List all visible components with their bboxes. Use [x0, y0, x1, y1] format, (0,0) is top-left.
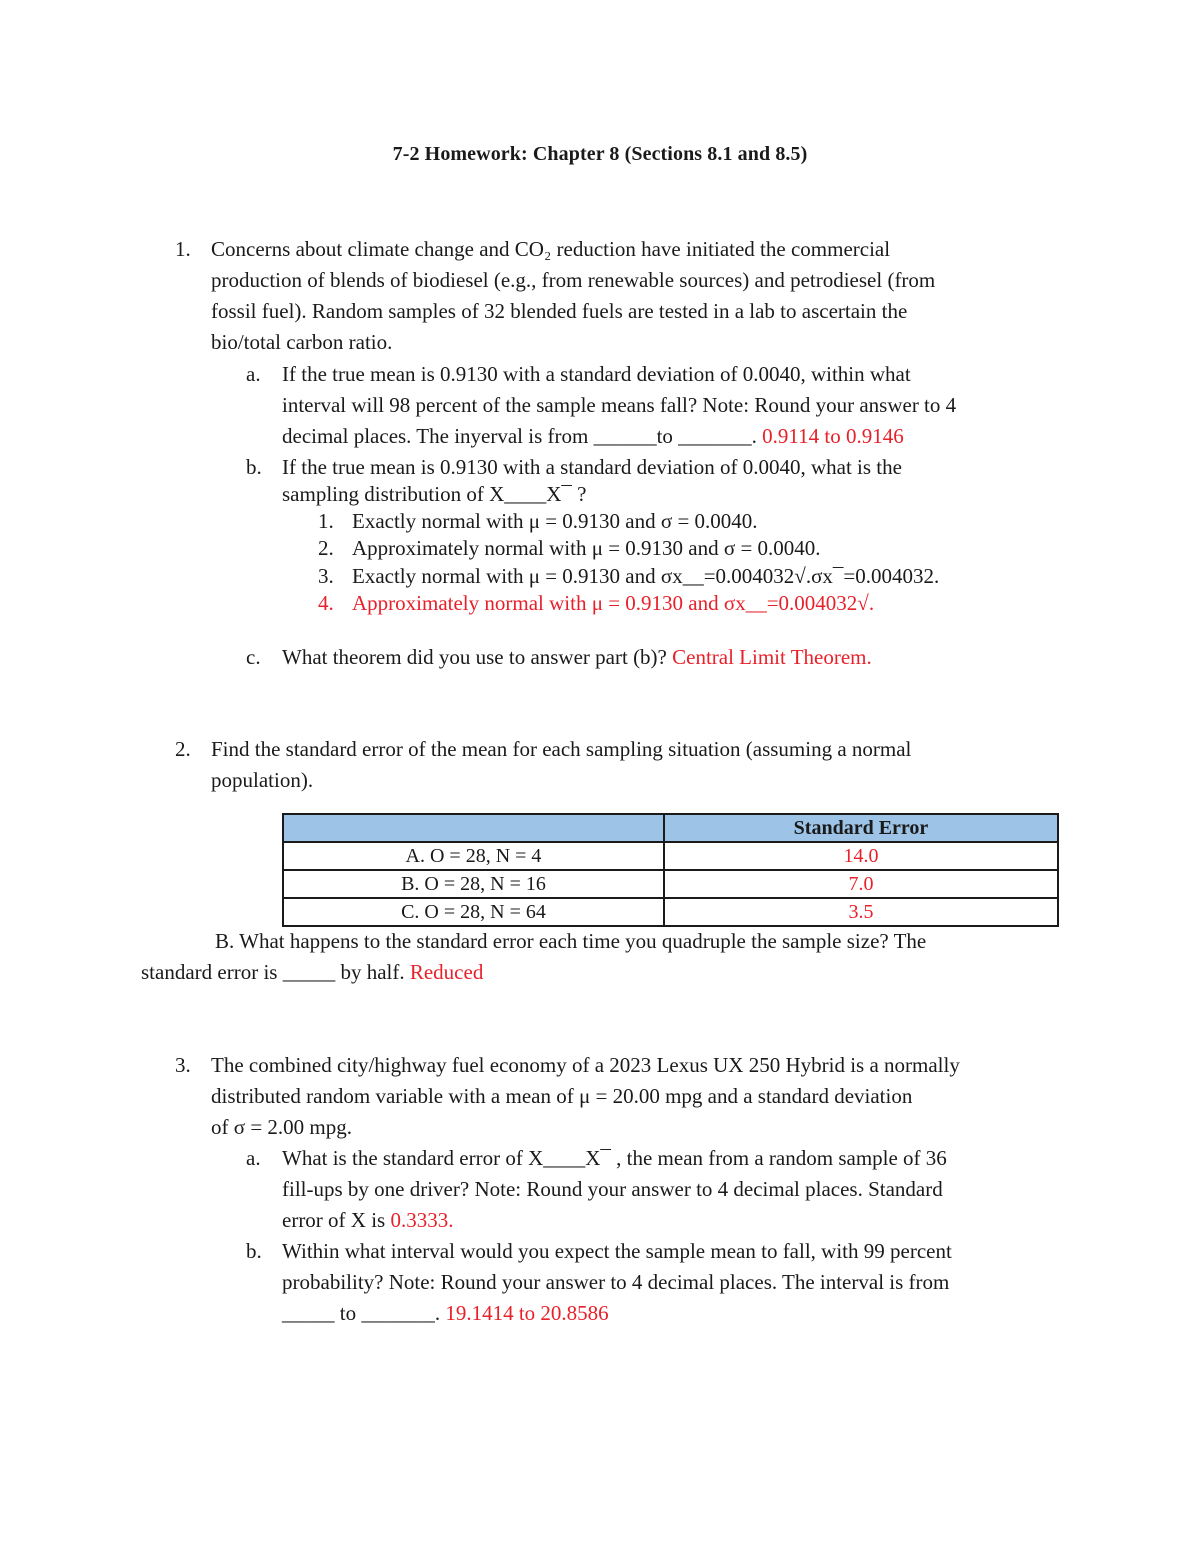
q2-followup-text: standard error is _____ by half.	[141, 960, 405, 984]
q1c-question: What theorem did you use to answer part (b)?	[282, 645, 667, 669]
q3-number: 3.	[175, 1053, 191, 1077]
q3b-text: _____ to _______.	[282, 1301, 441, 1325]
q3a-line: What is the standard error of X____X¯ , the mean from a random sample of 36	[282, 1146, 947, 1170]
standard-error-table	[282, 813, 1059, 927]
q2-followup-answer: Reduced	[409, 960, 484, 984]
q3-line: distributed random variable with a mean of μ = 20.00 mpg and a standard deviation	[211, 1084, 913, 1108]
q3-line: of σ = 2.00 mpg.	[211, 1115, 352, 1139]
q2-followup-line: B. What happens to the standard error each time you quadruple the sample size? The	[215, 929, 927, 953]
q1c-letter: c.	[246, 645, 261, 669]
q3b-line: probability? Note: Round your answer to 4 decimal places. The interval is from	[282, 1270, 950, 1294]
q1-number: 1.	[175, 237, 191, 261]
q1-line: Concerns about climate change and CO₂ reduction have initiated the commercial	[211, 237, 891, 261]
q1a-line: interval will 98 percent of the sample means fall? Note: Round your answer to 4	[282, 393, 957, 417]
q1a-answer: 0.9114 to 0.9146	[762, 424, 904, 448]
q1-line: production of blends of biodiesel (e.g., from renewable sources) and petrodiesel (from	[211, 268, 936, 292]
q1b-letter: b.	[246, 455, 262, 479]
table-header-cell	[283, 814, 664, 842]
q1b-option: Exactly normal with μ = 0.9130 and σ = 0.0040.	[352, 509, 758, 533]
q1-line: fossil fuel). Random samples of 32 blended fuels are tested in a lab to ascertain the	[211, 299, 908, 323]
q3a-line: fill-ups by one driver? Note: Round your answer to 4 decimal places. Standard	[282, 1177, 943, 1201]
q1a-line	[282, 421, 904, 452]
q1b-option: Exactly normal with μ = 0.9130 and σx__=0.004032√.σx¯=0.004032.	[352, 564, 940, 588]
q3a-text: error of X is	[282, 1208, 386, 1232]
q3b-letter: b.	[246, 1239, 262, 1263]
q2-line: Find the standard error of the mean for each sampling situation (assuming a normal	[211, 737, 912, 761]
q3a-line	[282, 1205, 453, 1236]
q1-line: bio/total carbon ratio.	[211, 330, 393, 354]
q3b-line: Within what interval would you expect the sample mean to fall, with 99 percent	[282, 1239, 952, 1263]
q2-followup-line	[141, 957, 483, 988]
table-header-cell: Standard Error	[664, 814, 1058, 842]
q2-line: population).	[211, 768, 314, 792]
table-row	[283, 870, 1058, 898]
q1c-answer: Central Limit Theorem.	[672, 645, 872, 669]
q1b-option: Approximately normal with μ = 0.9130 and σ = 0.0040.	[352, 536, 821, 560]
table-row	[283, 842, 1058, 870]
q1b-line: If the true mean is 0.9130 with a standard deviation of 0.0040, what is the	[282, 455, 902, 479]
q1a-line: If the true mean is 0.9130 with a standard deviation of 0.0040, within what	[282, 362, 911, 386]
table-cell-label: C. O = 28, N = 64	[283, 898, 664, 926]
q3a-letter: a.	[246, 1146, 261, 1170]
table-cell-value: 7.0	[664, 870, 1058, 898]
q3b-answer: 19.1414 to 20.8586	[445, 1301, 609, 1325]
table-cell-label: A. O = 28, N = 4	[283, 842, 664, 870]
table-row	[283, 898, 1058, 926]
table-cell-value: 14.0	[664, 842, 1058, 870]
q1b-option-number: 3.	[318, 564, 334, 588]
q1b-option-answer: Approximately normal with μ = 0.9130 and σx__=0.004032√.	[352, 591, 875, 615]
q1b-option-number: 4.	[318, 591, 334, 615]
q1b-option-number: 2.	[318, 536, 334, 560]
q1b-line: sampling distribution of X____X¯ ?	[282, 482, 587, 506]
q1a-letter: a.	[246, 362, 261, 386]
table-header-row	[283, 814, 1058, 842]
q1b-option-number: 1.	[318, 509, 334, 533]
q1a-text: decimal places. The inyerval is from ______to _______.	[282, 424, 757, 448]
page-title: 7-2 Homework: Chapter 8 (Sections 8.1 and 8.5)	[392, 143, 808, 165]
q1c-line	[282, 642, 872, 673]
q2-number: 2.	[175, 737, 191, 761]
table-cell-label: B. O = 28, N = 16	[283, 870, 664, 898]
q3a-answer: 0.3333.	[390, 1208, 454, 1232]
q3b-line	[282, 1298, 609, 1329]
table-cell-value: 3.5	[664, 898, 1058, 926]
q3-line: The combined city/highway fuel economy of a 2023 Lexus UX 250 Hybrid is a normally	[211, 1053, 960, 1077]
